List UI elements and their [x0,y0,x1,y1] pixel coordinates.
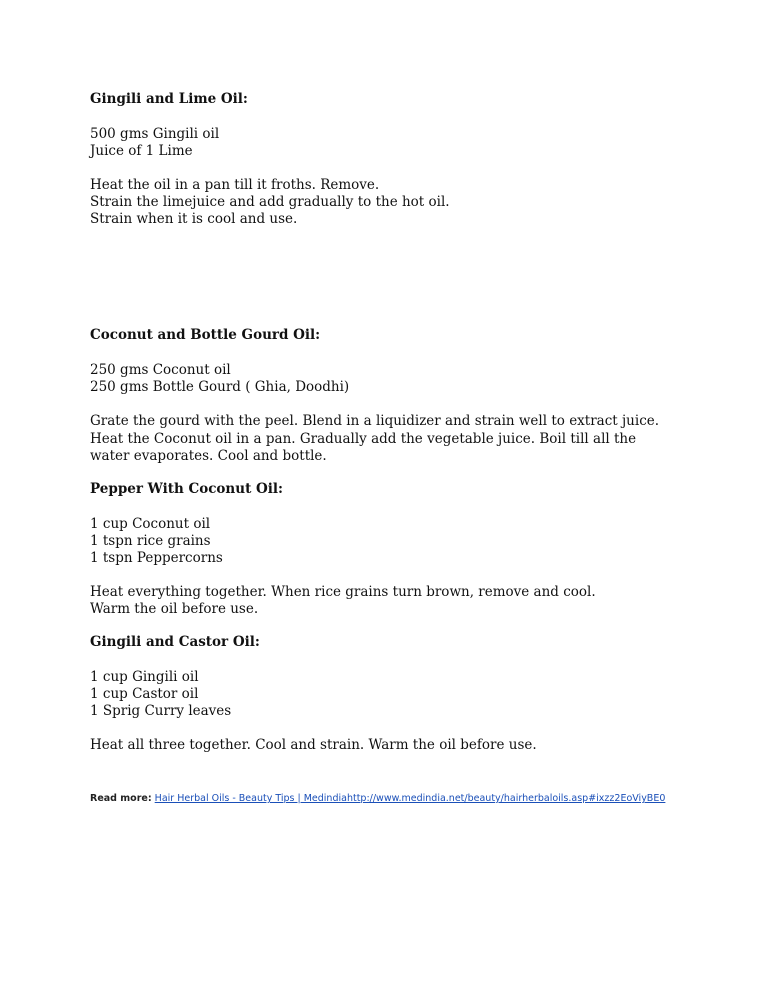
step-line: Heat everything together. When rice grains turn brown, remove and cool. [90,584,596,600]
source-link[interactable]: Hair Herbal Oils - Beauty Tips | Medindiahttp://www.medindia.net/beauty/hairherbaloils.asp#ixzz2EoViyBE0 [154,793,666,804]
ingredient-line: 1 Sprig Curry leaves [90,703,232,719]
ingredient-line: 250 gms Bottle Gourd ( Ghia, Doodhi) [90,379,350,395]
step-line: Strain the limejuice and add gradually to the hot oil. [90,194,450,210]
step-paragraph: Grate the gourd with the peel. Blend in a liquidizer and strain well to extract juice. Heat the Coconut oil in a pan. Gradually add the vegetable juice. Boil till all the water evaporates. Cool and bottle. [90,413,660,464]
recipe-title: Pepper With Coconut Oil: [90,481,284,497]
step-line: Strain when it is cool and use. [90,211,298,227]
ingredient-line: 500 gms Gingili oil [90,126,220,142]
recipe-title: Gingili and Lime Oil: [90,91,248,107]
recipe-coconut-bottle-gourd [90,327,690,466]
recipe-gingili-lime [90,91,690,228]
ingredient-line: 1 tspn Peppercorns [90,550,223,566]
recipe-title: Coconut and Bottle Gourd Oil: [90,327,321,343]
ingredient-line: Juice of 1 Lime [90,143,193,159]
read-more-footer [90,793,665,804]
recipe-gingili-castor [90,634,690,754]
recipe-title: Gingili and Castor Oil: [90,634,260,650]
ingredient-line: 1 cup Coconut oil [90,516,211,532]
read-more-label: Read more: [90,793,152,804]
step-line: Heat all three together. Cool and strain. Warm the oil before use. [90,737,537,753]
step-line: Heat the oil in a pan till it froths. Remove. [90,177,380,193]
step-line: Warm the oil before use. [90,601,259,617]
ingredient-line: 1 cup Gingili oil [90,669,199,685]
recipe-pepper-coconut [90,481,690,618]
ingredient-line: 250 gms Coconut oil [90,362,231,378]
ingredient-line: 1 tspn rice grains [90,533,211,549]
ingredient-line: 1 cup Castor oil [90,686,199,702]
